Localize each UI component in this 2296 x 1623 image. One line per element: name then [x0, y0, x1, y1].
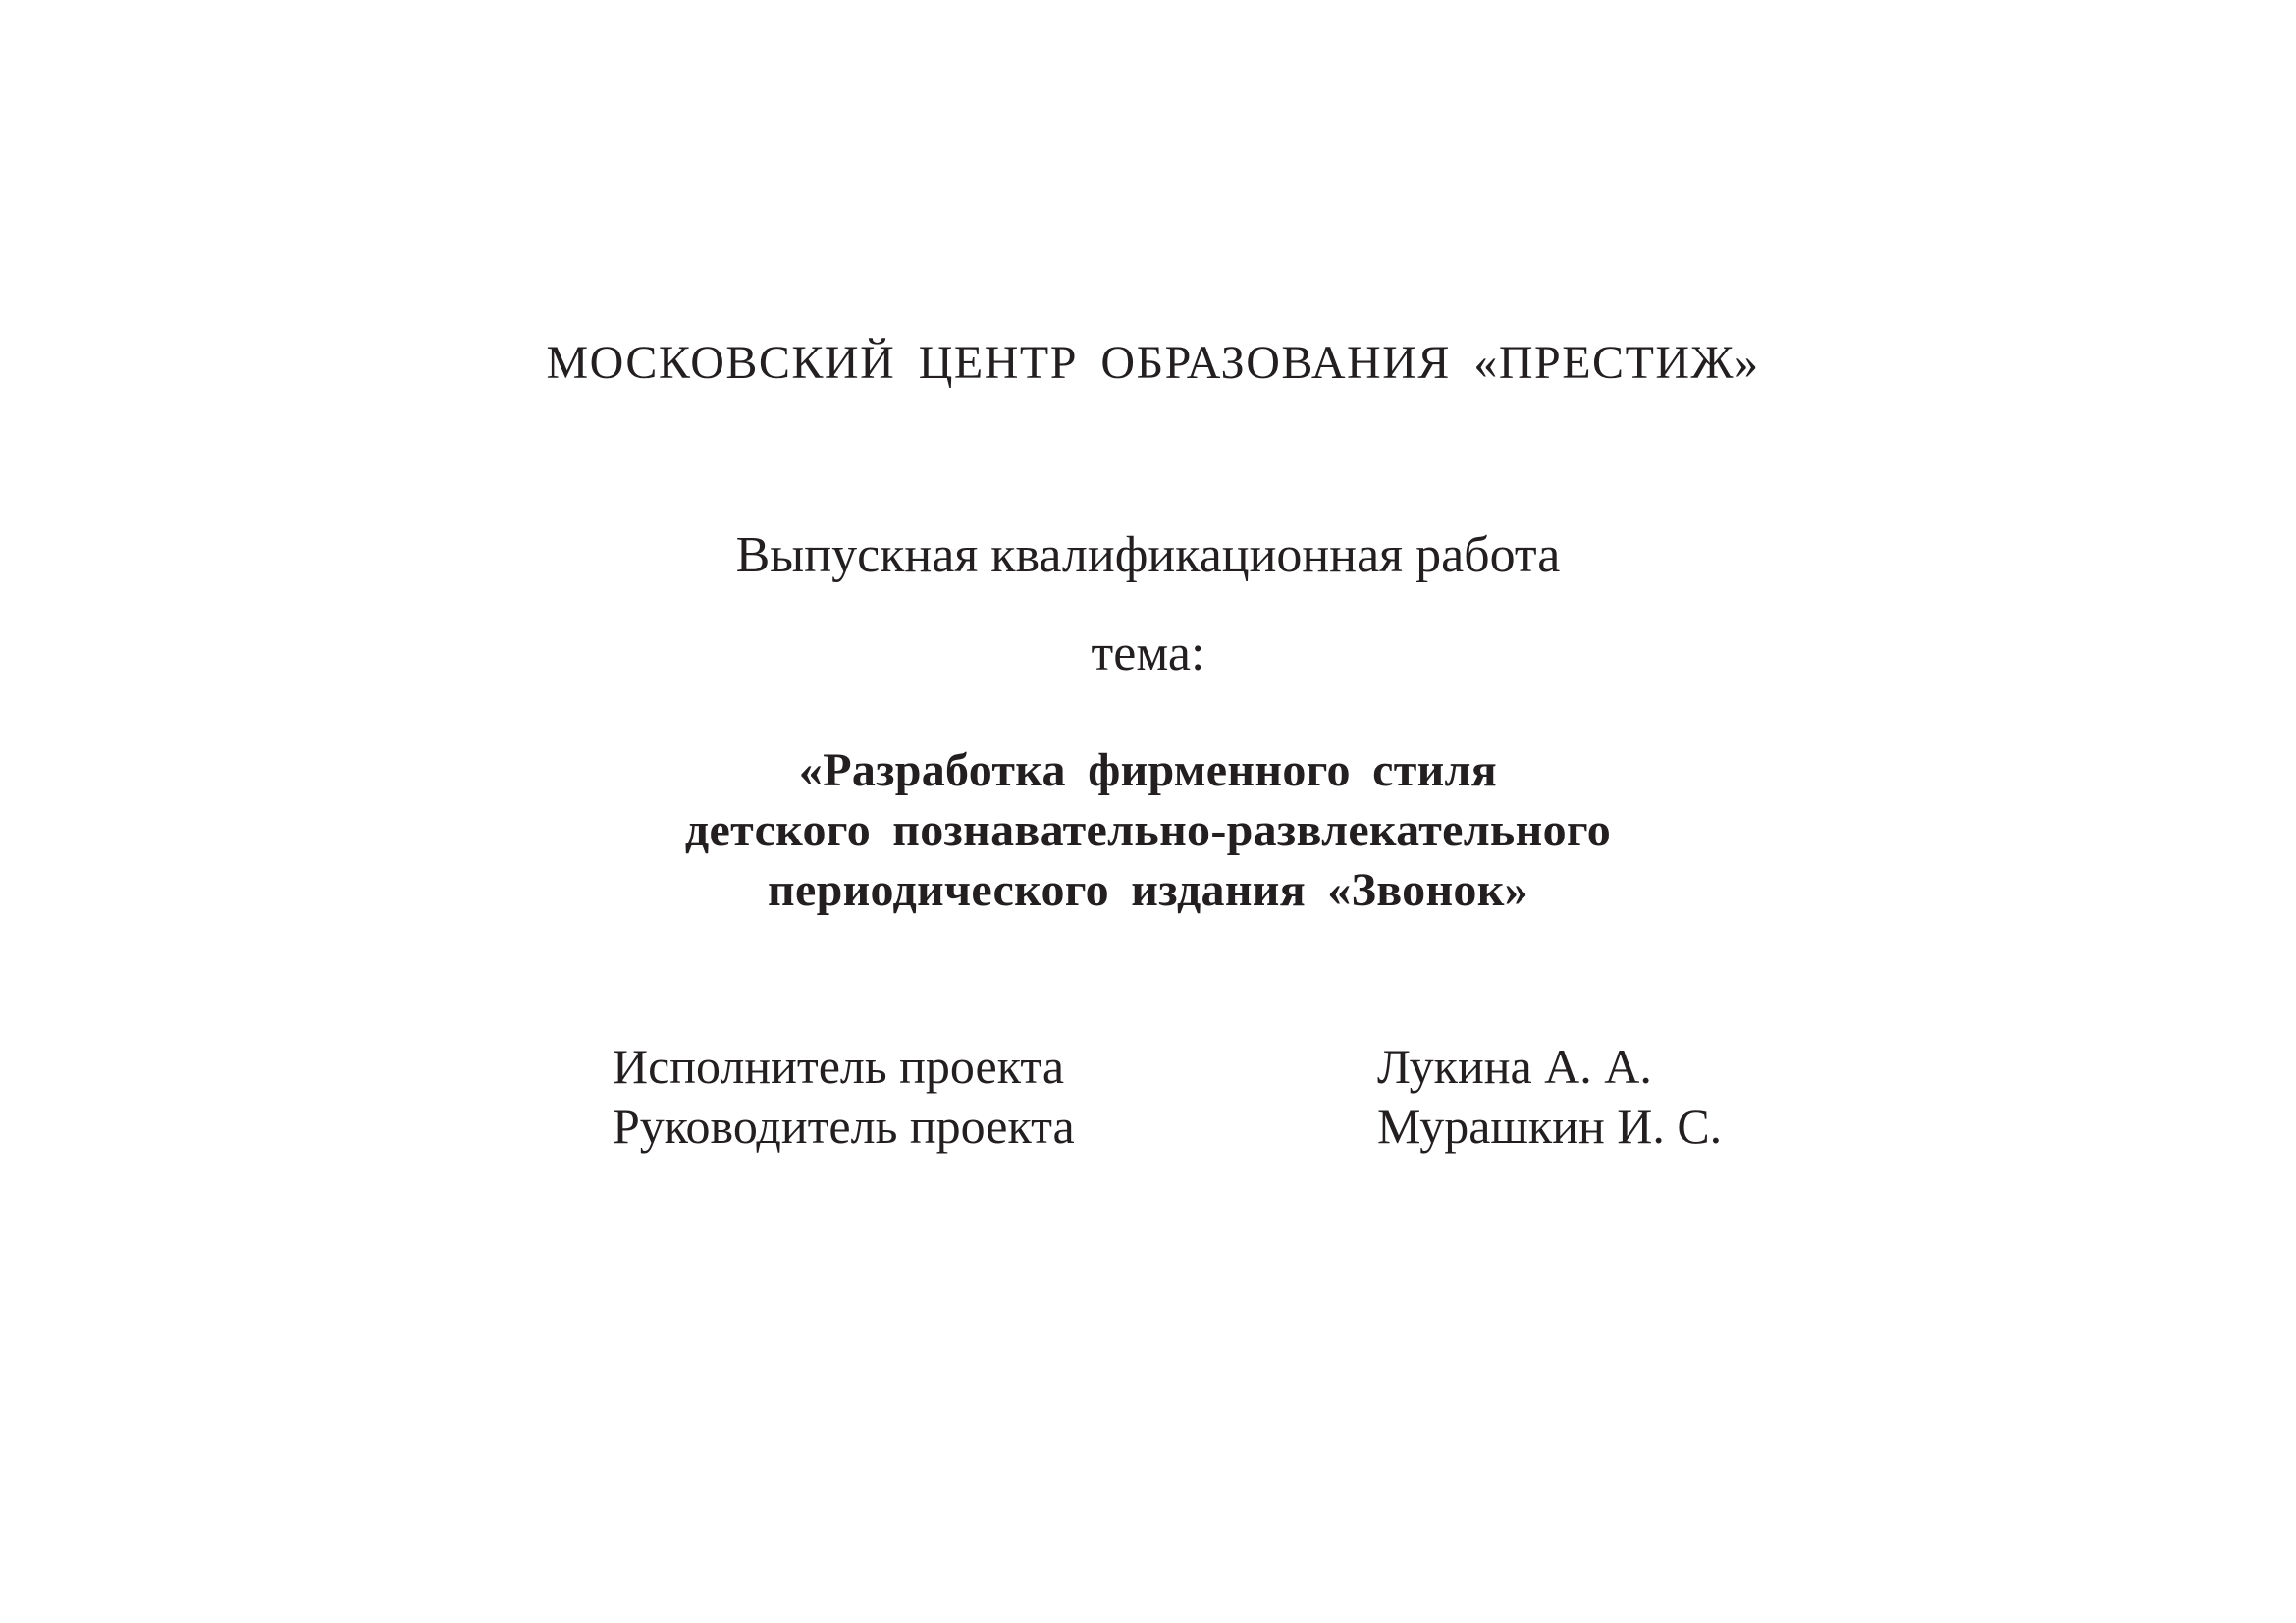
- credit-role: Руководитель проекта: [613, 1099, 1075, 1154]
- credits-block: [613, 1037, 1790, 1157]
- theme-label: тема:: [1091, 625, 1205, 681]
- work-title: [0, 740, 2296, 920]
- credit-row-supervisor: [613, 1097, 1790, 1157]
- credit-name: Мурашкин И. С.: [1377, 1099, 1723, 1154]
- work-title-line-3: периодического издания «Звонок»: [768, 864, 1528, 916]
- organization-name: МОСКОВСКИЙ ЦЕНТР ОБРАЗОВАНИЯ «ПРЕСТИЖ»: [546, 337, 1760, 389]
- credit-row-executor: [613, 1037, 1790, 1097]
- credit-role: Исполнитель проекта: [613, 1039, 1065, 1094]
- work-title-line-1: «Разработка фирменного стиля: [798, 744, 1498, 796]
- credit-name: Лукина А. А.: [1377, 1039, 1652, 1094]
- work-type-heading: Выпускная квалификационная работа: [735, 527, 1561, 583]
- work-title-line-2: детского познавательно-развлекательного: [684, 804, 1612, 856]
